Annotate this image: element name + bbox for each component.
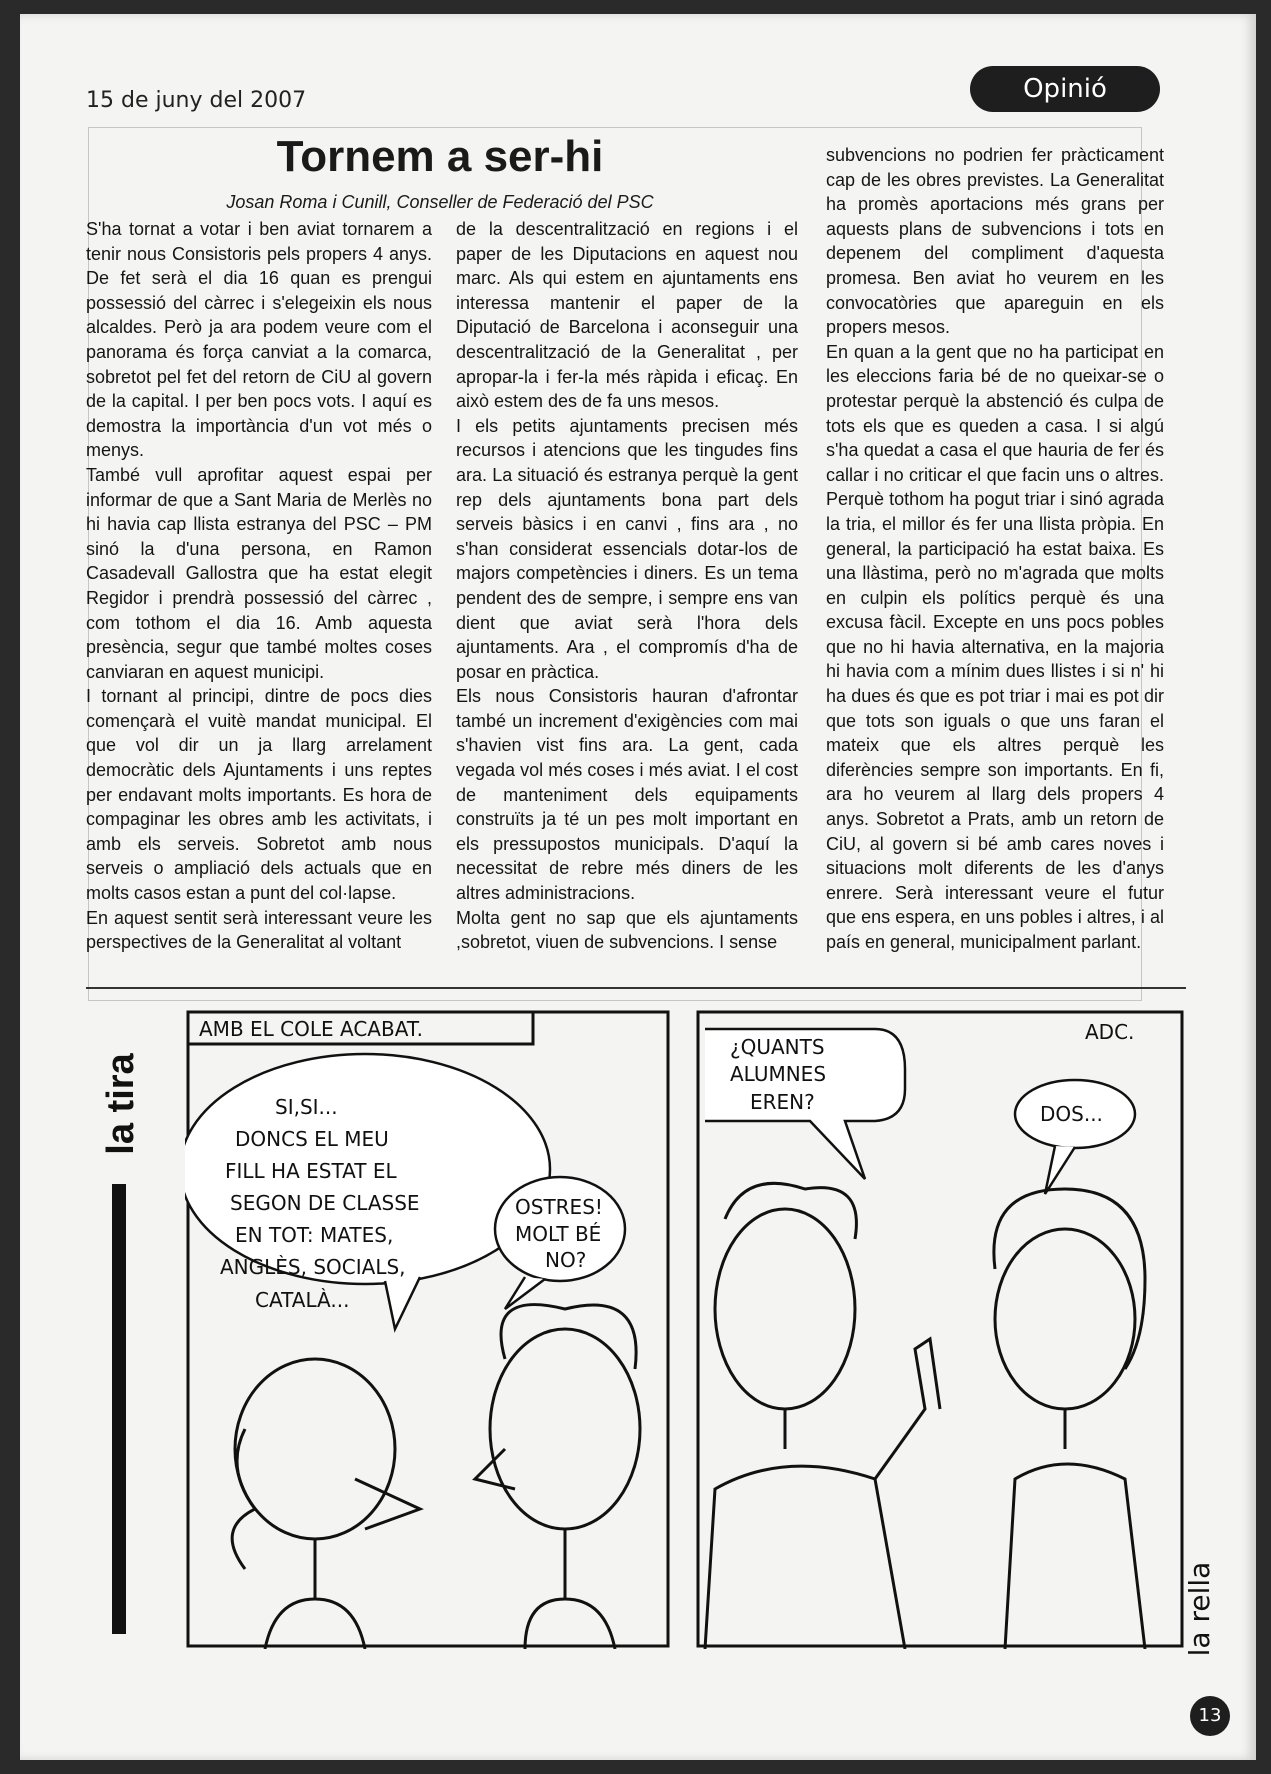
bubble-tail: [385, 1277, 420, 1329]
comic-strip: [185, 1009, 1185, 1649]
comic-label-text: la tira: [100, 1053, 142, 1155]
page-number: 13: [1190, 1696, 1230, 1736]
issue-date: 15 de juny del 2007: [86, 88, 307, 113]
teacher-figure: [705, 1183, 940, 1649]
comic-section-label: [98, 1014, 144, 1634]
paragraph: I tornant al principi, dintre de pocs dies començarà el vuitè mandat municipal. El que vol dir un ja llarg arrelament democràtic dels Ajuntaments i uns reptes per endavant molts importants. Es hora de compaginar les obres amb les activitats, i amb els serveis. Sobretot amb nous serveis o ampliació dels actuals que en molts casos estan a punt del col·lapse.: [86, 686, 432, 904]
man-figure: [475, 1305, 640, 1649]
paragraph: subvencions no podrien fer pràcticament cap de les obres previstes. La Generalitat ha promès aportacions més grans per aquests plans de subvencions i tots en depenem del compliment d'aquesta promesa. Ben aviat ho veurem en les convocatòries que apareguin en els propers mesos.: [826, 145, 1164, 338]
magazine-page: [20, 14, 1256, 1760]
comic-drawing: [185, 1009, 1185, 1649]
article-byline: Josan Roma i Cunill, Conseller de Federació del PSC: [226, 192, 654, 212]
caption-text: AMB EL COLE ACABAT.: [199, 1017, 424, 1041]
article-column-2: [456, 217, 798, 955]
article-column-1: [86, 217, 432, 955]
bubble-3-text: ¿QUANTS ALUMNES EREN?: [730, 1035, 827, 1114]
bubble-tail: [1045, 1146, 1075, 1194]
bubble-4-text: DOS...: [1040, 1102, 1103, 1126]
woman-2-figure: [994, 1189, 1145, 1649]
bubble-2-text: OSTRES! MOLT BÉ NO?: [515, 1195, 603, 1272]
bubble-1-text: SI,SI... DONCS EL MEU FILL HA ESTAT EL SEGON DE CLASSE EN TOT: MATES, ANGLÈS, SOCIALS, CATALÀ...: [220, 1095, 420, 1312]
brand-text: la rella: [1183, 1561, 1216, 1657]
paragraph: Els nous Consistoris hauran d'afrontar també un increment d'exigències com mai s'havien vist fins ara. La gent, cada vegada vol més coses i més aviat. I el cost de manteniment dels equipaments construïts ja té un pes molt important en els pressupostos municipals. D'aquí la necessitat de rebre més diners de les altres administracions.: [456, 686, 798, 904]
label-bar: [112, 1184, 126, 1634]
woman-figure: [232, 1359, 420, 1649]
paragraph: I els petits ajuntaments precisen més recursos i atencions que les tingudes fins ara. La situació és estranya perquè la gent rep dels ajuntaments bona part dels serveis bàsics i en canvi , fins ara , no s'han considerat essencials dotar-los de majors competències i diners. Es un tema pendent des de sempre, i sempre ens van dient que aviat serà l'hora dels ajuntaments. Ara , el compromís d'ha de posar en pràctica.: [456, 415, 798, 682]
paragraph: Molta gent no sap que els ajuntaments ,sobretot, viuen de subvencions. I sense: [456, 907, 798, 953]
paragraph: En quan a la gent que no ha participat en les eleccions faria bé de no queixar-se o protestar perquè la abstenció és culpa de tots els que es queden a casa. I si algú s'ha quedat a casa el que hauria de fer és callar i no criticar el que facin uns o altres. Perquè tothom ha pogut triar i sinó agrada la tria, el millor és fer una llista pròpia. En general, la participació ha estat baixa. Es una llàstima, però no m'agrada que molts en culpin els polítics perquè és una excusa fàcil. Excepte en uns pocs pobles que no hi havia alternativa, en la majoria hi havia com a mínim dues llistes i si n' hi ha dues és que es pot triar i mai es pot dir que tots son iguals o que uns faran el mateix que els altres perquè les diferències sempre son importants. En fi, ara ho veurem al llarg dels propers 4 anys. Sobretot a Prats, amb un retorn de CiU, al govern si bé amb cares noves i situacions molt diferents de les d'anys enrere. Serà interessant veure el futur que ens espera, en uns pobles i altres, i al país en general, municipalment parlant.: [826, 341, 1164, 952]
paragraph: S'ha tornat a votar i ben aviat tornarem a tenir nous Consistoris pels propers 4 anys. De fet serà el dia 16 quan es prengui possessió del càrrec i s'elegeixin els nous alcaldes. Però ja ara podem veure com el panorama és força canviat a la comarca, sobretot pel fet del retorn de CiU al govern de la capital. I per ben pocs vots. I aquí es demostra la importància d'un vot més o menys.: [86, 219, 432, 461]
article-title: Tornem a ser-hi: [276, 132, 604, 181]
paragraph: de la descentralització en regions i el paper de les Diputacions en aquest nou marc. Als qui estem en ajuntaments ens interessa mantenir el paper de la Diputació de Barcelona i aconseguir una descentralització de la Generalitat , per apropar-la i fer-la més ràpida i eficaç. En això estem des de fa uns mesos.: [456, 219, 798, 412]
paragraph: També vull aprofitar aquest espai per informar de que a Sant Maria de Merlès no hi havia cap llista estranya del PSC – PM sinó la d'una persona, en Ramon Casadevall Gallostra que ha estat elegit Regidor i prendrà possessió del càrrec , com tothom el dia 16. Amb aquesta presència, segur que també moltes coses canviaran en aquest municipi.: [86, 464, 432, 682]
section-divider: [86, 987, 1186, 989]
artist-signature: ADC.: [1085, 1020, 1135, 1044]
article-column-3: [826, 143, 1164, 955]
magazine-brand: [1170, 1554, 1230, 1664]
section-label: Opinió: [970, 66, 1160, 112]
paragraph: En aquest sentit serà interessant veure les perspectives de la Generalitat al voltant: [86, 907, 432, 953]
